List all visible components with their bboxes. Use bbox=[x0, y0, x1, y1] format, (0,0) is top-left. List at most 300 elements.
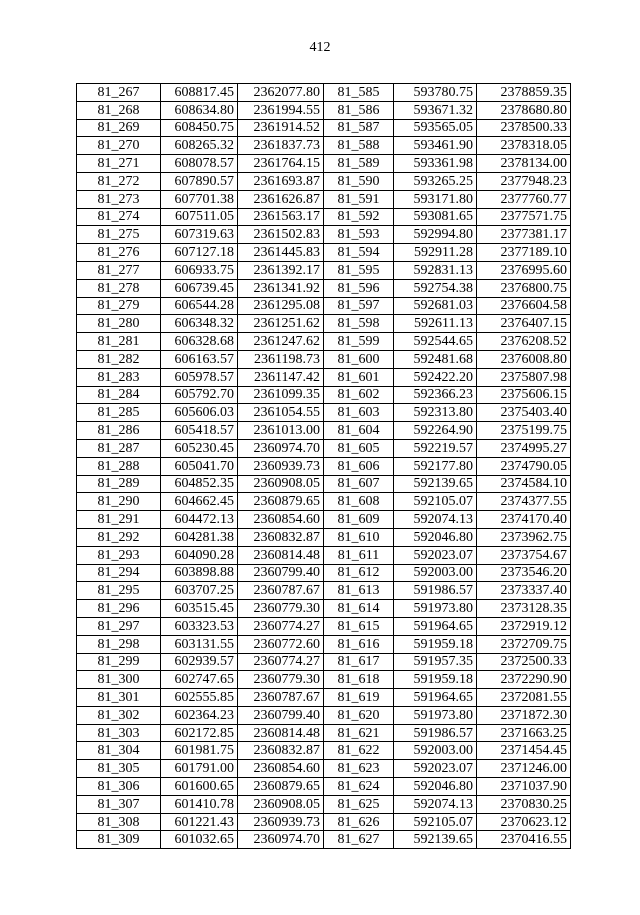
x-coord-right: 592994.80 bbox=[394, 226, 477, 244]
x-coord-left: 603707.25 bbox=[161, 582, 238, 600]
y-coord-right: 2373962.75 bbox=[477, 528, 571, 546]
x-coord-left: 602555.85 bbox=[161, 689, 238, 707]
y-coord-right: 2378859.35 bbox=[477, 84, 571, 102]
y-coord-left: 2361295.08 bbox=[238, 297, 324, 315]
x-coord-left: 605041.70 bbox=[161, 457, 238, 475]
y-coord-right: 2371454.45 bbox=[477, 742, 571, 760]
point-id-left: 81_274 bbox=[77, 208, 161, 226]
point-id-right: 81_625 bbox=[324, 795, 394, 813]
x-coord-right: 592754.38 bbox=[394, 279, 477, 297]
table-row bbox=[77, 386, 571, 404]
y-coord-right: 2376800.75 bbox=[477, 279, 571, 297]
table-row bbox=[77, 315, 571, 333]
point-id-right: 81_620 bbox=[324, 706, 394, 724]
x-coord-left: 606328.68 bbox=[161, 333, 238, 351]
y-coord-right: 2376008.80 bbox=[477, 350, 571, 368]
y-coord-left: 2360799.40 bbox=[238, 564, 324, 582]
point-id-right: 81_602 bbox=[324, 386, 394, 404]
x-coord-right: 592105.07 bbox=[394, 813, 477, 831]
y-coord-left: 2361099.35 bbox=[238, 386, 324, 404]
point-id-left: 81_285 bbox=[77, 404, 161, 422]
table-row bbox=[77, 404, 571, 422]
x-coord-right: 592422.20 bbox=[394, 368, 477, 386]
table-row bbox=[77, 226, 571, 244]
x-coord-right: 592023.07 bbox=[394, 546, 477, 564]
y-coord-right: 2375199.75 bbox=[477, 422, 571, 440]
y-coord-right: 2377381.17 bbox=[477, 226, 571, 244]
table-row bbox=[77, 653, 571, 671]
point-id-right: 81_623 bbox=[324, 760, 394, 778]
y-coord-left: 2361994.55 bbox=[238, 101, 324, 119]
point-id-right: 81_599 bbox=[324, 333, 394, 351]
y-coord-left: 2360832.87 bbox=[238, 528, 324, 546]
table-row bbox=[77, 422, 571, 440]
x-coord-right: 592366.23 bbox=[394, 386, 477, 404]
point-id-right: 81_585 bbox=[324, 84, 394, 102]
point-id-left: 81_309 bbox=[77, 831, 161, 849]
x-coord-left: 608265.32 bbox=[161, 137, 238, 155]
point-id-right: 81_624 bbox=[324, 778, 394, 796]
point-id-left: 81_279 bbox=[77, 297, 161, 315]
point-id-right: 81_604 bbox=[324, 422, 394, 440]
y-coord-right: 2376208.52 bbox=[477, 333, 571, 351]
y-coord-right: 2372709.75 bbox=[477, 635, 571, 653]
point-id-right: 81_587 bbox=[324, 119, 394, 137]
x-coord-right: 591973.80 bbox=[394, 706, 477, 724]
x-coord-right: 591986.57 bbox=[394, 724, 477, 742]
x-coord-right: 592611.13 bbox=[394, 315, 477, 333]
x-coord-left: 608078.57 bbox=[161, 155, 238, 173]
point-id-right: 81_592 bbox=[324, 208, 394, 226]
point-id-left: 81_270 bbox=[77, 137, 161, 155]
x-coord-right: 592139.65 bbox=[394, 475, 477, 493]
table-row bbox=[77, 208, 571, 226]
x-coord-right: 591959.18 bbox=[394, 671, 477, 689]
table-row bbox=[77, 155, 571, 173]
point-id-right: 81_598 bbox=[324, 315, 394, 333]
y-coord-left: 2361198.73 bbox=[238, 350, 324, 368]
y-coord-left: 2360908.05 bbox=[238, 795, 324, 813]
x-coord-right: 593171.80 bbox=[394, 190, 477, 208]
point-id-left: 81_284 bbox=[77, 386, 161, 404]
point-id-right: 81_612 bbox=[324, 564, 394, 582]
point-id-left: 81_276 bbox=[77, 244, 161, 262]
table-row bbox=[77, 439, 571, 457]
y-coord-left: 2360772.60 bbox=[238, 635, 324, 653]
point-id-left: 81_286 bbox=[77, 422, 161, 440]
y-coord-right: 2372081.55 bbox=[477, 689, 571, 707]
y-coord-left: 2360974.70 bbox=[238, 831, 324, 849]
y-coord-left: 2361247.62 bbox=[238, 333, 324, 351]
table-row bbox=[77, 671, 571, 689]
y-coord-right: 2377948.23 bbox=[477, 172, 571, 190]
y-coord-left: 2360879.65 bbox=[238, 778, 324, 796]
point-id-right: 81_627 bbox=[324, 831, 394, 849]
table-row bbox=[77, 368, 571, 386]
y-coord-right: 2378318.05 bbox=[477, 137, 571, 155]
point-id-right: 81_597 bbox=[324, 297, 394, 315]
point-id-right: 81_611 bbox=[324, 546, 394, 564]
table-row bbox=[77, 528, 571, 546]
table-row bbox=[77, 617, 571, 635]
point-id-right: 81_594 bbox=[324, 244, 394, 262]
x-coord-right: 592046.80 bbox=[394, 778, 477, 796]
x-coord-right: 592681.03 bbox=[394, 297, 477, 315]
point-id-left: 81_288 bbox=[77, 457, 161, 475]
x-coord-right: 591973.80 bbox=[394, 600, 477, 618]
y-coord-right: 2377760.77 bbox=[477, 190, 571, 208]
point-id-right: 81_622 bbox=[324, 742, 394, 760]
y-coord-left: 2361693.87 bbox=[238, 172, 324, 190]
y-coord-left: 2360832.87 bbox=[238, 742, 324, 760]
table-row bbox=[77, 564, 571, 582]
point-id-right: 81_610 bbox=[324, 528, 394, 546]
y-coord-left: 2360939.73 bbox=[238, 457, 324, 475]
y-coord-right: 2374790.05 bbox=[477, 457, 571, 475]
x-coord-right: 592219.57 bbox=[394, 439, 477, 457]
point-id-right: 81_614 bbox=[324, 600, 394, 618]
table-row bbox=[77, 689, 571, 707]
table-row bbox=[77, 101, 571, 119]
y-coord-right: 2375606.15 bbox=[477, 386, 571, 404]
table-row bbox=[77, 831, 571, 849]
point-id-left: 81_275 bbox=[77, 226, 161, 244]
point-id-right: 81_591 bbox=[324, 190, 394, 208]
x-coord-right: 592177.80 bbox=[394, 457, 477, 475]
y-coord-right: 2378134.00 bbox=[477, 155, 571, 173]
x-coord-left: 603323.53 bbox=[161, 617, 238, 635]
table-row bbox=[77, 778, 571, 796]
point-id-right: 81_616 bbox=[324, 635, 394, 653]
y-coord-left: 2361445.83 bbox=[238, 244, 324, 262]
x-coord-left: 607319.63 bbox=[161, 226, 238, 244]
table-row bbox=[77, 84, 571, 102]
point-id-right: 81_588 bbox=[324, 137, 394, 155]
point-id-left: 81_304 bbox=[77, 742, 161, 760]
y-coord-left: 2361764.15 bbox=[238, 155, 324, 173]
table-row bbox=[77, 137, 571, 155]
point-id-left: 81_289 bbox=[77, 475, 161, 493]
table-row bbox=[77, 119, 571, 137]
y-coord-right: 2370830.25 bbox=[477, 795, 571, 813]
table-row bbox=[77, 279, 571, 297]
x-coord-right: 592831.13 bbox=[394, 261, 477, 279]
x-coord-left: 606544.28 bbox=[161, 297, 238, 315]
x-coord-left: 607890.57 bbox=[161, 172, 238, 190]
point-id-right: 81_617 bbox=[324, 653, 394, 671]
table-row bbox=[77, 190, 571, 208]
y-coord-right: 2373337.40 bbox=[477, 582, 571, 600]
y-coord-right: 2375403.40 bbox=[477, 404, 571, 422]
x-coord-left: 604662.45 bbox=[161, 493, 238, 511]
y-coord-right: 2377189.10 bbox=[477, 244, 571, 262]
table-row bbox=[77, 172, 571, 190]
point-id-right: 81_586 bbox=[324, 101, 394, 119]
point-id-right: 81_590 bbox=[324, 172, 394, 190]
y-coord-right: 2371872.30 bbox=[477, 706, 571, 724]
table-row bbox=[77, 350, 571, 368]
x-coord-right: 592139.65 bbox=[394, 831, 477, 849]
table-row bbox=[77, 600, 571, 618]
x-coord-left: 601221.43 bbox=[161, 813, 238, 831]
point-id-left: 81_278 bbox=[77, 279, 161, 297]
point-id-right: 81_626 bbox=[324, 813, 394, 831]
point-id-left: 81_295 bbox=[77, 582, 161, 600]
point-id-left: 81_267 bbox=[77, 84, 161, 102]
point-id-left: 81_294 bbox=[77, 564, 161, 582]
x-coord-left: 605418.57 bbox=[161, 422, 238, 440]
point-id-left: 81_292 bbox=[77, 528, 161, 546]
table-row bbox=[77, 333, 571, 351]
table-row bbox=[77, 760, 571, 778]
table-row bbox=[77, 297, 571, 315]
coordinates-table-body bbox=[77, 84, 571, 849]
point-id-right: 81_595 bbox=[324, 261, 394, 279]
x-coord-right: 592003.00 bbox=[394, 564, 477, 582]
y-coord-left: 2361147.42 bbox=[238, 368, 324, 386]
x-coord-left: 602747.65 bbox=[161, 671, 238, 689]
point-id-left: 81_268 bbox=[77, 101, 161, 119]
point-id-left: 81_291 bbox=[77, 511, 161, 529]
point-id-right: 81_613 bbox=[324, 582, 394, 600]
y-coord-right: 2371246.00 bbox=[477, 760, 571, 778]
x-coord-left: 601032.65 bbox=[161, 831, 238, 849]
point-id-left: 81_280 bbox=[77, 315, 161, 333]
y-coord-right: 2374995.27 bbox=[477, 439, 571, 457]
point-id-right: 81_607 bbox=[324, 475, 394, 493]
x-coord-left: 607127.18 bbox=[161, 244, 238, 262]
page-number: 412 bbox=[309, 40, 331, 55]
y-coord-right: 2370623.12 bbox=[477, 813, 571, 831]
x-coord-left: 605792.70 bbox=[161, 386, 238, 404]
table-row bbox=[77, 261, 571, 279]
table-row bbox=[77, 244, 571, 262]
y-coord-left: 2361502.83 bbox=[238, 226, 324, 244]
point-id-right: 81_621 bbox=[324, 724, 394, 742]
y-coord-right: 2370416.55 bbox=[477, 831, 571, 849]
y-coord-left: 2361626.87 bbox=[238, 190, 324, 208]
y-coord-right: 2376995.60 bbox=[477, 261, 571, 279]
x-coord-left: 608634.80 bbox=[161, 101, 238, 119]
y-coord-left: 2360779.30 bbox=[238, 600, 324, 618]
point-id-left: 81_307 bbox=[77, 795, 161, 813]
x-coord-left: 603131.55 bbox=[161, 635, 238, 653]
table-row bbox=[77, 493, 571, 511]
y-coord-left: 2361914.52 bbox=[238, 119, 324, 137]
x-coord-left: 608450.75 bbox=[161, 119, 238, 137]
point-id-right: 81_596 bbox=[324, 279, 394, 297]
table-row bbox=[77, 813, 571, 831]
table-row bbox=[77, 475, 571, 493]
x-coord-left: 604472.13 bbox=[161, 511, 238, 529]
table-row bbox=[77, 582, 571, 600]
table-row bbox=[77, 724, 571, 742]
x-coord-right: 593265.25 bbox=[394, 172, 477, 190]
point-id-left: 81_306 bbox=[77, 778, 161, 796]
y-coord-left: 2360908.05 bbox=[238, 475, 324, 493]
y-coord-left: 2360854.60 bbox=[238, 511, 324, 529]
x-coord-left: 607701.38 bbox=[161, 190, 238, 208]
x-coord-left: 604852.35 bbox=[161, 475, 238, 493]
x-coord-right: 591959.18 bbox=[394, 635, 477, 653]
y-coord-left: 2361392.17 bbox=[238, 261, 324, 279]
point-id-left: 81_298 bbox=[77, 635, 161, 653]
x-coord-left: 601600.65 bbox=[161, 778, 238, 796]
x-coord-left: 606933.75 bbox=[161, 261, 238, 279]
x-coord-left: 605978.57 bbox=[161, 368, 238, 386]
x-coord-left: 604090.28 bbox=[161, 546, 238, 564]
y-coord-right: 2372500.33 bbox=[477, 653, 571, 671]
y-coord-left: 2360774.27 bbox=[238, 617, 324, 635]
x-coord-left: 601791.00 bbox=[161, 760, 238, 778]
x-coord-right: 592003.00 bbox=[394, 742, 477, 760]
point-id-right: 81_609 bbox=[324, 511, 394, 529]
point-id-left: 81_283 bbox=[77, 368, 161, 386]
x-coord-left: 606348.32 bbox=[161, 315, 238, 333]
x-coord-right: 592544.65 bbox=[394, 333, 477, 351]
point-id-left: 81_269 bbox=[77, 119, 161, 137]
y-coord-left: 2360854.60 bbox=[238, 760, 324, 778]
x-coord-right: 591957.35 bbox=[394, 653, 477, 671]
y-coord-right: 2372919.12 bbox=[477, 617, 571, 635]
y-coord-left: 2360879.65 bbox=[238, 493, 324, 511]
point-id-right: 81_618 bbox=[324, 671, 394, 689]
x-coord-right: 592074.13 bbox=[394, 795, 477, 813]
x-coord-left: 605230.45 bbox=[161, 439, 238, 457]
point-id-left: 81_293 bbox=[77, 546, 161, 564]
point-id-left: 81_296 bbox=[77, 600, 161, 618]
y-coord-right: 2376407.15 bbox=[477, 315, 571, 333]
x-coord-right: 592313.80 bbox=[394, 404, 477, 422]
x-coord-right: 593671.32 bbox=[394, 101, 477, 119]
y-coord-right: 2374584.10 bbox=[477, 475, 571, 493]
point-id-right: 81_600 bbox=[324, 350, 394, 368]
y-coord-right: 2371663.25 bbox=[477, 724, 571, 742]
x-coord-right: 592911.28 bbox=[394, 244, 477, 262]
x-coord-right: 592481.68 bbox=[394, 350, 477, 368]
x-coord-right: 591986.57 bbox=[394, 582, 477, 600]
x-coord-left: 603515.45 bbox=[161, 600, 238, 618]
point-id-left: 81_287 bbox=[77, 439, 161, 457]
table-row bbox=[77, 742, 571, 760]
point-id-left: 81_308 bbox=[77, 813, 161, 831]
x-coord-left: 608817.45 bbox=[161, 84, 238, 102]
point-id-left: 81_301 bbox=[77, 689, 161, 707]
x-coord-left: 602939.57 bbox=[161, 653, 238, 671]
y-coord-left: 2360787.67 bbox=[238, 582, 324, 600]
x-coord-right: 593461.90 bbox=[394, 137, 477, 155]
y-coord-left: 2360799.40 bbox=[238, 706, 324, 724]
point-id-right: 81_608 bbox=[324, 493, 394, 511]
point-id-left: 81_302 bbox=[77, 706, 161, 724]
y-coord-left: 2361341.92 bbox=[238, 279, 324, 297]
coordinates-table bbox=[76, 83, 571, 849]
x-coord-left: 601981.75 bbox=[161, 742, 238, 760]
y-coord-right: 2378680.80 bbox=[477, 101, 571, 119]
x-coord-left: 607511.05 bbox=[161, 208, 238, 226]
x-coord-left: 606163.57 bbox=[161, 350, 238, 368]
point-id-left: 81_271 bbox=[77, 155, 161, 173]
y-coord-left: 2362077.80 bbox=[238, 84, 324, 102]
point-id-left: 81_290 bbox=[77, 493, 161, 511]
x-coord-right: 592105.07 bbox=[394, 493, 477, 511]
x-coord-right: 591964.65 bbox=[394, 689, 477, 707]
y-coord-right: 2377571.75 bbox=[477, 208, 571, 226]
x-coord-left: 601410.78 bbox=[161, 795, 238, 813]
x-coord-right: 592046.80 bbox=[394, 528, 477, 546]
y-coord-left: 2360814.48 bbox=[238, 724, 324, 742]
x-coord-right: 593081.65 bbox=[394, 208, 477, 226]
y-coord-left: 2361013.00 bbox=[238, 422, 324, 440]
point-id-right: 81_615 bbox=[324, 617, 394, 635]
y-coord-right: 2374170.40 bbox=[477, 511, 571, 529]
point-id-right: 81_589 bbox=[324, 155, 394, 173]
point-id-left: 81_305 bbox=[77, 760, 161, 778]
point-id-right: 81_619 bbox=[324, 689, 394, 707]
point-id-left: 81_281 bbox=[77, 333, 161, 351]
table-row bbox=[77, 457, 571, 475]
y-coord-right: 2375807.98 bbox=[477, 368, 571, 386]
x-coord-left: 605606.03 bbox=[161, 404, 238, 422]
y-coord-left: 2360774.27 bbox=[238, 653, 324, 671]
x-coord-right: 592023.07 bbox=[394, 760, 477, 778]
point-id-left: 81_282 bbox=[77, 350, 161, 368]
y-coord-left: 2360814.48 bbox=[238, 546, 324, 564]
point-id-left: 81_273 bbox=[77, 190, 161, 208]
x-coord-right: 592264.90 bbox=[394, 422, 477, 440]
point-id-left: 81_272 bbox=[77, 172, 161, 190]
point-id-right: 81_605 bbox=[324, 439, 394, 457]
point-id-left: 81_303 bbox=[77, 724, 161, 742]
point-id-left: 81_297 bbox=[77, 617, 161, 635]
table-row bbox=[77, 635, 571, 653]
y-coord-right: 2372290.90 bbox=[477, 671, 571, 689]
x-coord-right: 593361.98 bbox=[394, 155, 477, 173]
y-coord-right: 2373754.67 bbox=[477, 546, 571, 564]
y-coord-right: 2373546.20 bbox=[477, 564, 571, 582]
x-coord-right: 593780.75 bbox=[394, 84, 477, 102]
y-coord-right: 2378500.33 bbox=[477, 119, 571, 137]
y-coord-right: 2374377.55 bbox=[477, 493, 571, 511]
x-coord-left: 602364.23 bbox=[161, 706, 238, 724]
point-id-right: 81_601 bbox=[324, 368, 394, 386]
table-row bbox=[77, 546, 571, 564]
y-coord-right: 2376604.58 bbox=[477, 297, 571, 315]
point-id-right: 81_603 bbox=[324, 404, 394, 422]
table-row bbox=[77, 511, 571, 529]
x-coord-left: 606739.45 bbox=[161, 279, 238, 297]
y-coord-left: 2361251.62 bbox=[238, 315, 324, 333]
x-coord-left: 604281.38 bbox=[161, 528, 238, 546]
point-id-left: 81_299 bbox=[77, 653, 161, 671]
x-coord-right: 593565.05 bbox=[394, 119, 477, 137]
x-coord-left: 602172.85 bbox=[161, 724, 238, 742]
y-coord-left: 2361563.17 bbox=[238, 208, 324, 226]
y-coord-right: 2373128.35 bbox=[477, 600, 571, 618]
x-coord-right: 591964.65 bbox=[394, 617, 477, 635]
y-coord-left: 2360779.30 bbox=[238, 671, 324, 689]
point-id-left: 81_300 bbox=[77, 671, 161, 689]
y-coord-left: 2360787.67 bbox=[238, 689, 324, 707]
x-coord-right: 592074.13 bbox=[394, 511, 477, 529]
point-id-right: 81_593 bbox=[324, 226, 394, 244]
y-coord-left: 2361054.55 bbox=[238, 404, 324, 422]
y-coord-left: 2360939.73 bbox=[238, 813, 324, 831]
y-coord-right: 2371037.90 bbox=[477, 778, 571, 796]
table-row bbox=[77, 795, 571, 813]
y-coord-left: 2361837.73 bbox=[238, 137, 324, 155]
point-id-right: 81_606 bbox=[324, 457, 394, 475]
